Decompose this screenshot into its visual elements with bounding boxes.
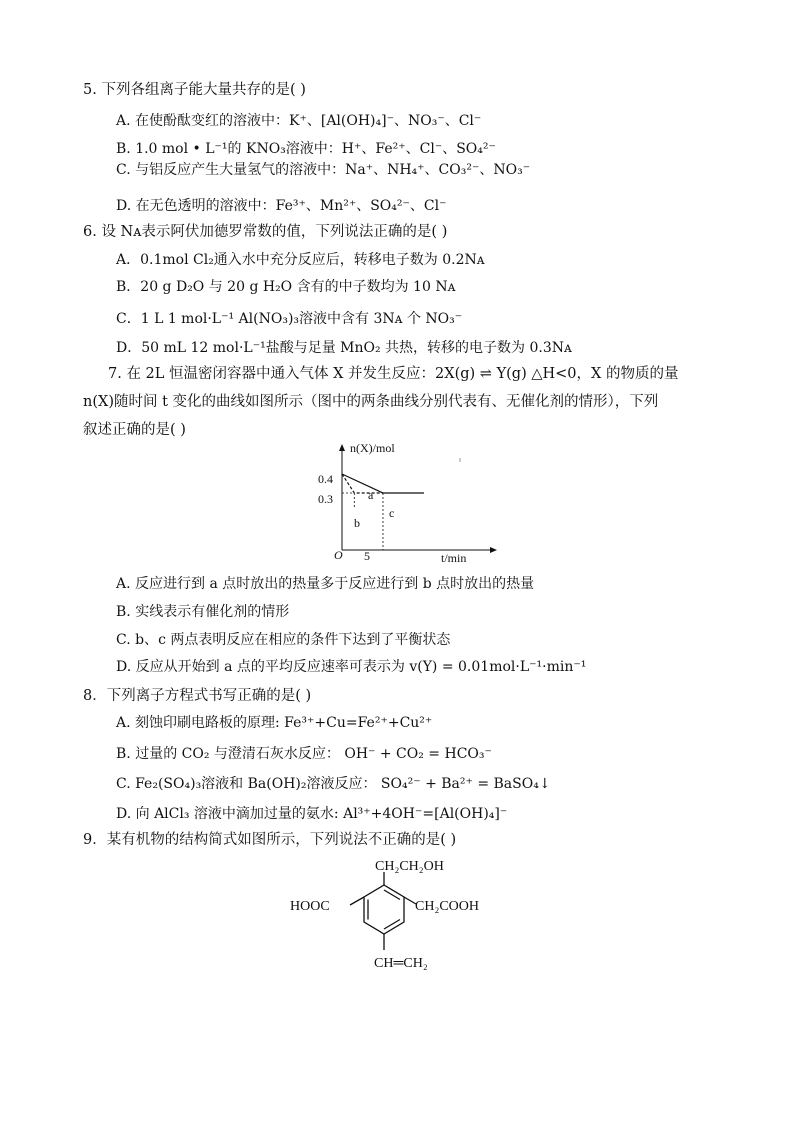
y-axis-arrow xyxy=(339,444,345,451)
nx-time-chart xyxy=(310,440,500,570)
x-tick-5: 5 xyxy=(364,549,370,563)
q7-option-c: C. b、c 两点表明反应在相应的条件下达到了平衡状态 xyxy=(116,632,451,648)
y-tick-0-4: 0.4 xyxy=(318,472,333,486)
ring-double-bond-1 xyxy=(384,890,400,900)
q8-option-a: A. 刻蚀印刷电路板的原理: Fe³⁺+Cu=Fe²⁺+Cu²⁺ xyxy=(116,715,433,731)
q7-stem-line-1: 7. 在 2L 恒温密闭容器中通入气体 X 并发生反应：2X(g) ⇌ Y(g) △H<0，X 的物质的量 xyxy=(108,366,679,382)
substituent-bottom: CH═CH₂ xyxy=(374,956,428,971)
q6-option-a: A．0.1mol Cl₂通入水中充分反应后，转移电子数为 0.2Nᴀ xyxy=(116,252,485,268)
q7-stem-line-2: n(X)随时间 t 变化的曲线如图所示（图中的两条曲线分别代表有、无催化剂的情形），下列 xyxy=(83,394,659,410)
y-axis-label: n(X)/mol xyxy=(350,441,395,455)
point-label-c: c xyxy=(389,506,395,520)
q5-option-a: A. 在使酚酞变红的溶液中：K⁺、[Al(OH)₄]⁻、NO₃⁻、Cl⁻ xyxy=(116,113,482,129)
q5-option-c: C. 与铝反应产生大量氢气的溶液中：Na⁺、NH₄⁺、CO₃²⁻、NO₃⁻ xyxy=(116,162,531,178)
bond-left xyxy=(350,897,364,905)
point-label-b: b xyxy=(354,516,360,530)
q6-option-d: D．50 mL 12 mol·L⁻¹盐酸与足量 MnO₂ 共热，转移的电子数为 0.3Nᴀ xyxy=(116,340,572,356)
chart-axes xyxy=(339,444,497,553)
x-axis-arrow xyxy=(490,547,497,553)
q6-stem: 6. 设 Nᴀ表示阿伏加德罗常数的值，下列说法正确的是( ) xyxy=(83,224,448,240)
point-label-a: a xyxy=(368,488,374,502)
ring-hexagon xyxy=(364,885,404,934)
origin-label: O xyxy=(334,548,343,562)
q6-option-c: C．1 L 1 mol·L⁻¹ Al(NO₃)₃溶液中含有 3Nᴀ 个 NO₃⁻ xyxy=(116,311,463,327)
chart-series xyxy=(342,474,424,550)
series-solid-line xyxy=(342,474,424,493)
q6-option-b: B．20 g D₂O 与 20 g H₂O 含有的中子数均为 10 Nᴀ xyxy=(116,279,456,295)
q7-stem-line-3: 叙述正确的是( ) xyxy=(83,422,186,438)
q5-option-b: B. 1.0 mol • L⁻¹的 KNO₃溶液中：H⁺、Fe²⁺、Cl⁻、SO₄²⁻ xyxy=(116,141,496,157)
q8-option-d: D. 向 AlCl₃ 溶液中滴加过量的氨水: Al³⁺+4OH⁻=[Al(OH)₄]⁻ xyxy=(116,806,508,822)
ring-double-bond-2 xyxy=(384,920,400,930)
q8-stem: 8．下列离子方程式书写正确的是( ) xyxy=(83,688,312,704)
q5-stem: 5. 下列各组离子能大量共存的是( ) xyxy=(83,82,306,98)
substituent-left: HOOC xyxy=(290,899,330,914)
q7-option-d: D. 反应从开始到 a 点的平均反应速率可表示为 v(Y) = 0.01mol·L⁻¹·min⁻¹ xyxy=(116,659,587,675)
substituent-top: CH₂CH₂OH xyxy=(375,859,444,874)
substituent-right: CH₂COOH xyxy=(415,899,479,914)
q8-option-c: C. Fe₂(SO₄)₃溶液和 Ba(OH)₂溶液反应： SO₄²⁻ + Ba²⁺ = BaSO₄↓ xyxy=(116,776,551,792)
q7-option-b: B. 实线表示有催化剂的情形 xyxy=(116,604,290,620)
q5-option-d: D. 在无色透明的溶液中：Fe³⁺、Mn²⁺、SO₄²⁻、Cl⁻ xyxy=(116,198,447,214)
q9-stem: 9．某有机物的结构简式如图所示，下列说法不正确的是( ) xyxy=(83,832,457,848)
q8-option-b: B. 过量的 CO₂ 与澄清石灰水反应： OH⁻ + CO₂ = HCO₃⁻ xyxy=(116,746,492,762)
benzene-ring xyxy=(350,872,416,950)
y-tick-0-3: 0.3 xyxy=(318,492,333,506)
x-axis-label: t/min xyxy=(441,551,467,565)
structure-formula xyxy=(286,852,516,982)
q7-option-a: A. 反应进行到 a 点时放出的热量多于反应进行到 b 点时放出的热量 xyxy=(116,576,535,592)
